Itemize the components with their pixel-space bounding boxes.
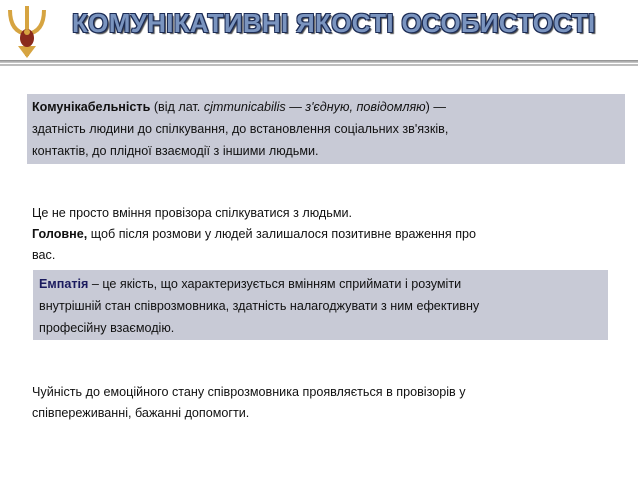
paragraph-line-3: вас. xyxy=(32,248,56,262)
definition-text: (від лат. xyxy=(150,100,204,114)
term-communicability: Комунікабельність xyxy=(32,100,151,114)
definition-line-1 xyxy=(32,96,625,118)
paragraph-pharmacist-communication xyxy=(32,203,612,266)
paragraph-line-2 xyxy=(32,224,612,245)
definition-box-empathy xyxy=(33,270,608,340)
paragraph-line-1: Це не просто вміння провізора спілкуватися з людьми. xyxy=(32,206,353,220)
header xyxy=(0,0,638,66)
header-divider-thin xyxy=(0,64,638,66)
psi-emblem-icon xyxy=(4,2,50,60)
paragraph-line-1: Чуйність до емоційного стану співрозмовника проявляється в провізорів у xyxy=(32,385,466,399)
empathy-line-2: внутрішній стан співрозмовника, здатність налагоджувати з ним ефективну xyxy=(39,299,480,313)
header-divider xyxy=(0,60,638,63)
definition-text: – це якість, що характеризується вмінням сприймати і розуміти xyxy=(88,277,462,291)
paragraph-line-2: співпереживанні, бажанні допомогти. xyxy=(32,406,250,420)
empathy-line-3: професійну взаємодію. xyxy=(39,321,175,335)
page-title: КОМУНІКАТИВНІ ЯКОСТІ ОСОБИСТОСТІ xyxy=(72,8,596,38)
definition-line-3: контактів, до плідної взаємодії з іншими людьми. xyxy=(32,144,319,158)
paragraph-text: щоб після розмови у людей залишалося позитивне враження про xyxy=(87,227,477,241)
definition-text: ) — xyxy=(425,100,446,114)
definition-line-2: здатність людини до спілкування, до встановлення соціальних зв'язків, xyxy=(32,122,449,136)
latin-etymology: cjmmunicabilis — з'єдную, повідомляю xyxy=(203,100,426,114)
empathy-line-1 xyxy=(39,273,608,295)
definition-box-communicability xyxy=(27,94,625,164)
emphasis-main: Головне, xyxy=(32,227,88,241)
term-empathy: Емпатія xyxy=(39,277,89,291)
paragraph-sensitivity xyxy=(32,382,612,424)
